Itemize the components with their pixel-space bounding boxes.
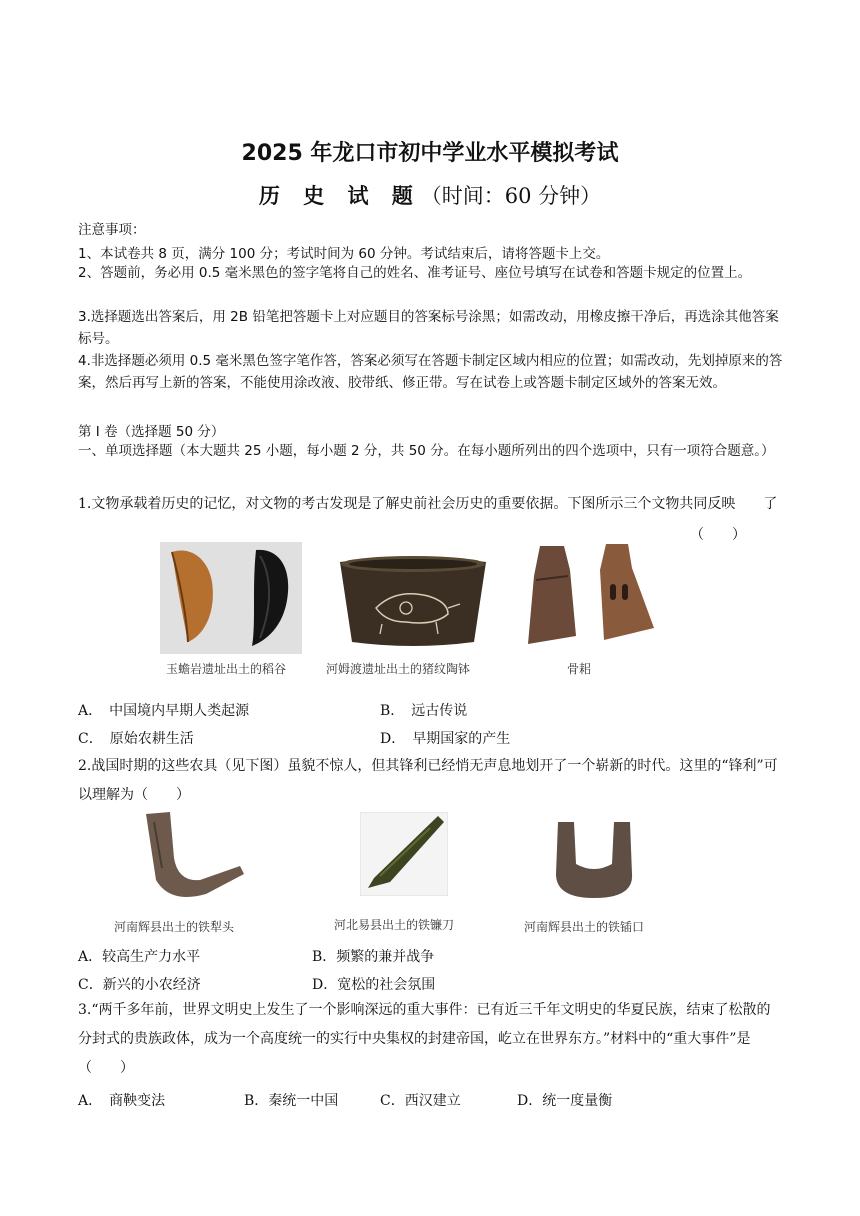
question-1-stem: 1.文物承载着历史的记忆，对文物的考古发现是了解史前社会历史的重要依据。下图所示三个文物共同反映 了: [78, 496, 778, 512]
iron-plough-image: [140, 808, 246, 904]
exam-subtitle: [0, 180, 860, 210]
question-2-option-b: B．频繁的兼并战争: [312, 949, 435, 965]
iron-sickle-image: [360, 812, 448, 896]
question-1-option-d: D． 早期国家的产生: [380, 731, 511, 747]
question-1-caption-2: 河姆渡遗址出土的猪纹陶钵: [326, 662, 471, 676]
notice-item-2: 2、答题前，务必用 0.5 毫米黑色的签字笔将自己的姓名、准考证号、座位号填写在试卷和答题卡规定的位置上。: [78, 265, 752, 281]
bone-spade-image: [524, 540, 658, 652]
rice-grain-image: [160, 542, 302, 654]
question-1-option-b: B． 远古传说: [380, 703, 468, 719]
question-1-caption-3: 骨耜: [567, 662, 592, 676]
exam-time: （时间：60 分钟）: [420, 184, 602, 208]
question-1-bracket: （ ）: [690, 527, 746, 543]
question-2-option-a: A．较高生产力水平: [78, 949, 201, 965]
question-2-option-d: D．宽松的社会氛围: [312, 977, 436, 993]
notice-item-3: 3.选择题选出答案后，用 2B 铅笔把答题卡上对应题目的答案标号涂黑；如需改动，用橡皮擦干净后，再选涂其他答案标号。: [78, 309, 779, 347]
iron-spade-edge-image: [552, 818, 636, 902]
question-3-option-b: B．秦统一中国: [244, 1093, 339, 1109]
section-part: 第 I 卷（选择题 50 分）: [78, 424, 225, 440]
notice-item-1: 1、本试卷共 8 页，满分 100 分；考试时间为 60 分钟。考试结束后，请将答题卡上交。: [78, 246, 610, 262]
question-1-caption-1: 玉蟾岩遗址出土的稻谷: [166, 662, 287, 676]
question-3-stem: 3.“两千多年前，世界文明史上发生了一个影响深远的重大事件：已有近三千年文明史的华夏民族，结束了松散的分封式的贵族政体，成为一个高度统一的实行中央集权的封建帝国，屹立在世界东方。”材料中的“重大事件”是（ ）: [78, 1002, 771, 1076]
question-1-option-c: C． 原始农耕生活: [78, 731, 194, 747]
notice-heading: 注意事项：: [78, 222, 146, 238]
question-2-caption-2: 河北易县出土的铁镰刀: [334, 918, 455, 932]
question-3-option-d: D．统一度量衡: [517, 1093, 613, 1109]
question-2-option-c: C．新兴的小农经济: [78, 977, 201, 993]
question-2-caption-1: 河南辉县出土的铁犁头: [114, 920, 235, 934]
section-instruction: 一、单项选择题（本大题共 25 小题，每小题 2 分，共 50 分。在每小题所列出的四个选项中，只有一项符合题意。）: [78, 443, 775, 459]
question-2-stem: 2.战国时期的这些农具（见下图）虽貌不惊人，但其锋利已经悄无声息地划开了一个崭新的时代。这里的“锋利”可以理解为（ ）: [78, 758, 778, 803]
notice-item-4: 4.非选择题必须用 0.5 毫米黑色签字笔作答，答案必须写在答题卡制定区域内相应的位置；如需改动，先划掉原来的答案，然后再写上新的答案，不能使用涂改液、胶带纸、修正带。写在试卷上或答题卡制定区域外的答案无效。: [78, 353, 783, 391]
question-3-option-a: A． 商鞅变法: [78, 1093, 166, 1109]
pig-pottery-bowl-image: [336, 552, 490, 650]
subject-name: 历 史 试 题: [258, 184, 421, 208]
question-2-caption-3: 河南辉县出土的铁锸口: [524, 920, 645, 934]
exam-title: 2025 年龙口市初中学业水平模拟考试: [241, 141, 619, 166]
question-3-option-c: C．西汉建立: [380, 1093, 461, 1109]
question-1-option-a: A． 中国境内早期人类起源: [78, 703, 250, 719]
